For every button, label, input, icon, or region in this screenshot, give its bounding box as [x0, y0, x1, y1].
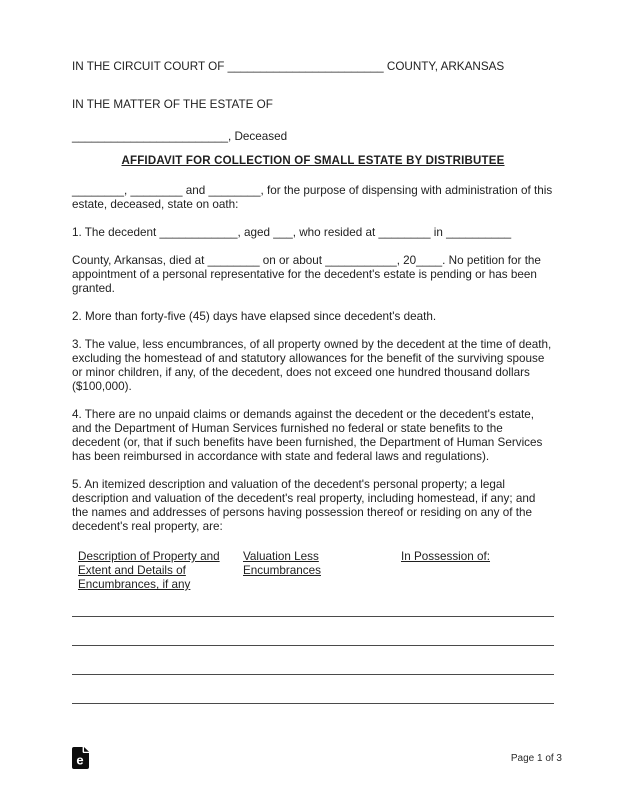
document-title: AFFIDAVIT FOR COLLECTION OF SMALL ESTATE BY DISTRIBUTEE	[121, 155, 505, 167]
court-caption-line: IN THE CIRCUIT COURT OF ________________________ COUNTY, ARKANSAS	[72, 60, 505, 73]
write-in-line	[72, 675, 554, 704]
page-number: Page 1 of 3	[510, 753, 562, 764]
write-in-line	[72, 617, 554, 646]
estate-matter-line: IN THE MATTER OF THE ESTATE OF	[72, 98, 273, 111]
column-header-valuation: Valuation Less Encumbrances	[243, 550, 321, 577]
property-table-header	[72, 550, 554, 592]
clause-5: 5. An itemized description and valuation of the decedent's personal property; a legal description and valuation of the decedent's real property, including homestead, if any; and the names and addresses of persons having possession thereof or residing on any of the decedent's real property, are:	[72, 478, 536, 533]
document-content	[72, 60, 554, 704]
write-in-line	[72, 592, 554, 617]
deceased-name-line: ________________________, Deceased	[72, 130, 288, 143]
clause-3: 3. The value, less encumbrances, of all property owned by the decedent at the time of death, excluding the homestead of and statutory allowances for the benefit of the surviving spouse or minor children, if any, of the decedent, does not exceed one hundred thousand dollars ($100,000).	[72, 338, 552, 393]
clause-1-continuation: County, Arkansas, died at ________ on or about ___________, 20____. No petition for the appointment of a personal representative for the decedent's estate is pending or has been granted.	[72, 254, 541, 295]
clause-4: 4. There are no unpaid claims or demands against the decedent or the decedent's estate, and the Department of Human Services furnished no federal or state benefits to the decedent (or, that if such benefits have been furnished, the Department of Human Services has been reimbursed in accordance with state and federal laws and regulations).	[72, 408, 543, 463]
svg-text:e: e	[76, 752, 84, 768]
eforms-logo-icon	[72, 747, 89, 769]
clause-2: 2. More than forty-five (45) days have elapsed since decedent's death.	[72, 310, 437, 323]
column-header-possession: In Possession of:	[401, 550, 491, 563]
write-in-line	[72, 646, 554, 675]
column-header-description: Description of Property and Extent and Details of Encumbrances, if any	[78, 550, 220, 591]
property-write-in-area	[72, 592, 554, 704]
clause-1-line: 1. The decedent ____________, aged ___, who resided at ________ in __________	[72, 226, 512, 239]
affiants-intro-paragraph: ________, ________ and ________, for the purpose of dispensing with administration of this estate, deceased, state on oath:	[72, 184, 553, 211]
